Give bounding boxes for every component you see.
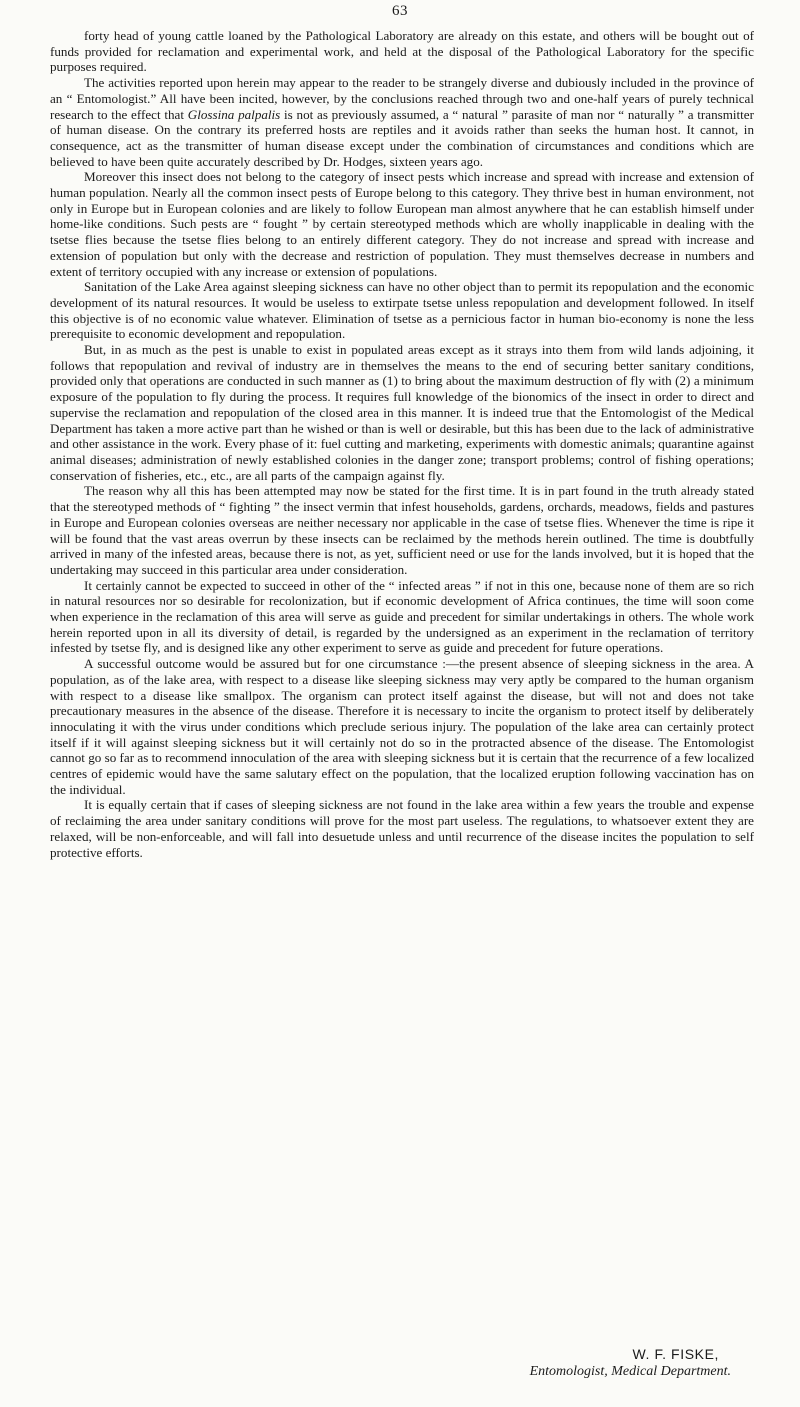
- paragraph: It certainly cannot be expected to succeed in other of the “ infected areas ” if not in this one, because none of them are so rich in natural resources nor so desirable for recolonization, but if economic development of Africa continues, the time will soon come when experience in the reclamation of this area will serve as guide and precedent for similar undertakings in others. The whole work herein reported upon in all its diversity of detail, is regarded by the undersigned as an experiment in the reclamation of territory infested by tsetse fly, and is designed like any other experiment to serve as guide and precedent for future operations.: [50, 577, 754, 656]
- species-name: Glossina palpalis: [187, 106, 281, 122]
- paragraph: forty head of young cattle loaned by the Pathological Laboratory are already on this estate, and others will be bought out of funds provided for reclamation and experimental work, and held at the disposal of the Pathological Laboratory for the specific purposes required.: [50, 28, 754, 75]
- signatory-title: Entomologist, Medical Department.: [529, 1364, 731, 1379]
- paragraph: The reason why all this has been attempted may now be stated for the first time. It is in part found in the truth already stated that the stereotyped methods of “ fighting ” the insect vermin that infest households, gardens, orchards, meadows, fields and pastures in Europe and European colonies overseas are neither necessary nor applicable in the case of tsetse flies. Whenever the time is ripe it will be found that the vast areas overrun by these insects can be reclaimed by the methods herein outlined. The time is doubtfully arrived in many of the infested areas, because there is not, as yet, sufficient need or use for the lands involved, but it is hoped that the undertaking may succeed in this particular area under consideration.: [50, 483, 754, 577]
- signatory-name: W. F. FISKE,: [632, 1346, 719, 1362]
- paragraph: But, in as much as the pest is unable to exist in populated areas except as it strays into them from wild lands adjoining, it follows that repopulation and revival of industry are in themselves the means to the end of securing better sanitary conditions, provided only that operations are conducted in such manner as (1) to bring about the maximum destruction of fly with (2) a minimum exposure of the population to fly during the process. It requires full knowledge of the bionomics of the insect in order to direct and supervise the reclamation and repopulation of the closed area in this manner. It is indeed true that the Entomologist of the Medical Department has taken a more active part than he wished or than is well or desirable, but this has been due to the lack of administrative and other assistance in the work. Every phase of it: fuel cutting and marketing, experiments with domestic animals; quarantine against animal diseases; administration of newly established colonies in the danger zone; transport problems; control of fishing operations; conservation of fisheries, etc., etc., are all parts of the campaign against fly.: [50, 342, 754, 483]
- paragraph: It is equally certain that if cases of sleeping sickness are not found in the lake area within a few years the trouble and expense of reclaiming the area under sanitary conditions will prove for the most part useless. The regulations, to whatsoever extent they are relaxed, will be non-enforceable, and will fall into desuetude unless and until recurrence of the disease incites the population to self protective efforts.: [50, 797, 754, 860]
- paragraph: A successful outcome would be assured but for one circumstance :—the present absence of sleeping sickness in the area. A population, as of the lake area, with respect to a disease like sleeping sickness may very aptly be compared to the human organism with respect to a disease like smallpox. The organism can protect itself against the disease, but will not and does not take precautionary measures in the absence of the disease. Therefore it is necessary to incite the organism to protect itself by deliberately innoculating it with the virus under conditions which preclude serious injury. The population of the lake area can certainly protect itself if it will against sleeping sickness but it will certainly not do so in the protracted absence of the disease. The Entomologist cannot go so far as to recommend innoculation of the area with sleeping sickness but it is certain that the recurrence of a few localized centres of epidemic would have the same salutary effect on the population, that the localized eruption following vaccination has on the individual.: [50, 656, 754, 797]
- paragraph: Moreover this insect does not belong to the category of insect pests which increase and spread with increase and extension of human population. Nearly all the common insect pests of Europe belong to this category. They thrive best in human environment, not only in Europe but in European colonies and are likely to follow European man almost anywhere that he can establish himself under home-like conditions. Such pests are “ fought ” by certain stereotyped methods which are wholly inapplicable in dealing with the tsetse flies because the tsetse flies belong to an entirely different category. They do not increase and spread with increase and extension of population but only with the decrease and restriction of population. They must themselves decrease in numbers and extent of territory occupied with any increase or extension of populations.: [50, 169, 754, 279]
- signature-block: [530, 1346, 731, 1380]
- paragraph: The activities reported upon herein may appear to the reader to be strangely diverse and dubiously included in the province of an “ Entomologist.” All have been incited, however, by the conclusions reached through two and one-half years of purely technical research to the effect that Glossina palpalis is not as previously assumed, a “ natural ” parasite of man nor “ naturally ” a transmitter of human disease. On the contrary its preferred hosts are reptiles and it avoids rather than seeks the human host. It cannot, in consequence, act as the transmitter of human disease except under the combination of circumstances and conditions which are believed to have been quite accurately described by Dr. Hodges, sixteen years ago.: [50, 75, 754, 169]
- paragraph: Sanitation of the Lake Area against sleeping sickness can have no other object than to permit its repopulation and the economic development of its natural resources. It would be useless to extirpate tsetse unless repopulation and development followed. In itself this objective is of no economic value whatever. Elimination of tsetse as a pernicious factor in human bio-economy is none the less prerequisite to economic development and repopulation.: [50, 279, 754, 342]
- report-body: [50, 28, 754, 860]
- page-number: 63: [392, 3, 408, 19]
